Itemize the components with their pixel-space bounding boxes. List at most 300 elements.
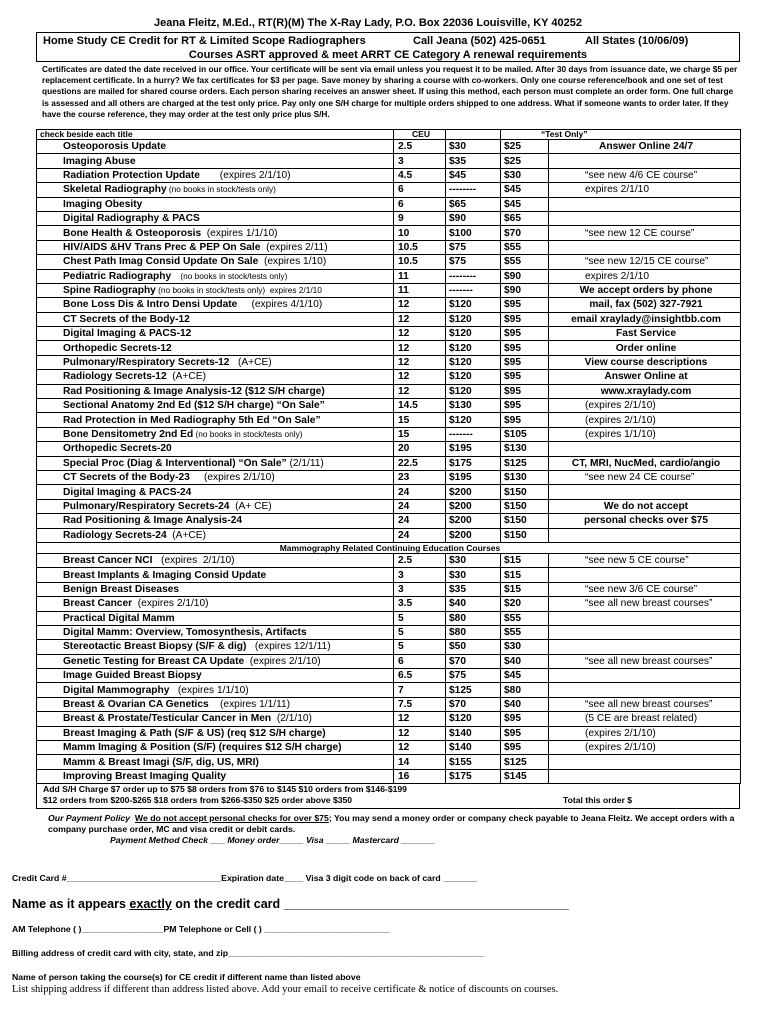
course-note: mail, fax (502) 327-7921 — [549, 298, 741, 312]
course-title-note: (expires 2/1/10) — [199, 169, 291, 181]
course-title-note: (expires 4/1/10) — [237, 299, 323, 311]
course-test-only: $95 — [501, 399, 549, 413]
course-price: $30 — [446, 140, 501, 154]
course-price: $120 — [446, 355, 501, 369]
course-price: $75 — [446, 669, 501, 683]
billing-address-field[interactable]: Billing address of credit card with city, state, and zip_____________________________________________________ — [12, 948, 485, 958]
course-note: View course descriptions — [549, 355, 741, 369]
course-title — [37, 355, 394, 369]
course-title-text: Skeletal Radiography — [63, 184, 167, 196]
policy-rest: ; You may send a money order or company check payable to Jeana Fleitz. We accept orders with a company purchase order, MC and visa credit or debit cards. — [48, 813, 735, 835]
course-title — [37, 528, 394, 542]
course-price: $30 — [446, 553, 501, 567]
course-title — [37, 341, 394, 355]
course-test-only: $55 — [501, 625, 549, 639]
course-note: expires 2/1/10 — [549, 269, 741, 283]
course-note: expires 2/1/10 — [549, 183, 741, 197]
course-title-text: CT Secrets of the Body-12 — [63, 313, 190, 325]
course-ceu: 7 — [394, 683, 446, 697]
course-title — [37, 597, 394, 611]
course-price: $120 — [446, 341, 501, 355]
course-title — [37, 654, 394, 668]
course-test-only: $95 — [501, 341, 549, 355]
course-ceu: 12 — [394, 341, 446, 355]
course-note: “see new 4/6 CE course” — [549, 168, 741, 182]
course-price: $30 — [446, 568, 501, 582]
course-title-note: (expires 12/1/11) — [246, 641, 331, 653]
course-note: (expires 2/1/10) — [549, 413, 741, 427]
course-title-note: (A+CE) — [166, 371, 206, 383]
credit-card-field[interactable]: Credit Card #________________________________Expiration date____ Visa 3 digit code on back of card _______ — [12, 873, 477, 883]
course-row[interactable] — [37, 442, 741, 456]
course-row[interactable] — [37, 197, 741, 211]
course-ceu: 10 — [394, 226, 446, 240]
course-title — [37, 413, 394, 427]
course-row[interactable] — [37, 370, 741, 384]
course-ceu: 11 — [394, 269, 446, 283]
course-note: Order online — [549, 341, 741, 355]
course-note: “see all new breast courses” — [549, 654, 741, 668]
course-test-only: $95 — [501, 712, 549, 726]
course-row[interactable] — [37, 528, 741, 542]
course-test-only: $80 — [501, 683, 549, 697]
intro-paragraph: Certificates are dated the date received in our office. Your certificate will be sent via email unless you request it to be mailed. After 30 days from issuance date, we charge $5 per replacement certificate. In a hurry? We fax certificates for $3 per page. Save money by sharing a course with co-workers. Only one course reference/book and one set of test questions are mailed for shared course orders. Each person sharing receives an answer sheet. If using this method, each person must complete an order form. One full charge is assessed and all others are charged at the test only price. Pay only one S/H charge for multiple orders shipped to one address. What if someone wants to order later. If they have the course reference, they may order at the test only price plus S/H. — [42, 64, 738, 119]
course-row[interactable] — [37, 168, 741, 182]
course-title — [37, 499, 394, 513]
course-title — [37, 456, 394, 470]
telephone-fields[interactable]: AM Telephone ( )_________________PM Telephone or Cell ( ) __________________________ — [12, 924, 390, 934]
course-title — [37, 697, 394, 711]
course-price: $200 — [446, 528, 501, 542]
course-test-only: $95 — [501, 298, 549, 312]
course-ceu: 3 — [394, 568, 446, 582]
course-note — [549, 683, 741, 697]
course-title — [37, 269, 394, 283]
course-ceu: 24 — [394, 485, 446, 499]
payment-policy — [48, 813, 740, 846]
course-test-only: $25 — [501, 154, 549, 168]
course-test-only: $95 — [501, 726, 549, 740]
course-price: $65 — [446, 197, 501, 211]
course-price: $195 — [446, 442, 501, 456]
col-test-only-header: “Test Only” — [501, 130, 741, 140]
course-title-text: Mamm & Breast Imagi (S/F, dig, US, MRI) — [63, 756, 259, 768]
course-note — [549, 197, 741, 211]
policy-label: Our Payment Policy — [48, 813, 131, 824]
course-note — [549, 485, 741, 499]
course-row[interactable] — [37, 611, 741, 625]
course-note — [549, 211, 741, 225]
course-row[interactable] — [37, 154, 741, 168]
course-test-only: $45 — [501, 669, 549, 683]
course-test-only: $70 — [501, 226, 549, 240]
course-ceu: 5 — [394, 625, 446, 639]
course-table — [36, 129, 741, 784]
course-row[interactable] — [37, 470, 741, 484]
course-title-note: (expires 1/1/10) — [169, 684, 249, 696]
course-row[interactable] — [37, 413, 741, 427]
course-title — [37, 741, 394, 755]
course-ceu: 6 — [394, 183, 446, 197]
title-approval: Courses ASRT approved & meet ARRT CE Category A renewal requirements — [188, 49, 588, 61]
course-test-only: $95 — [501, 370, 549, 384]
course-title-text: Digital Mammography — [63, 684, 170, 696]
course-test-only: $55 — [501, 240, 549, 254]
course-price: $50 — [446, 640, 501, 654]
course-title-text: Breast & Prostate/Testicular Cancer in Men — [63, 713, 272, 725]
course-row[interactable] — [37, 741, 741, 755]
course-row[interactable] — [37, 654, 741, 668]
course-title-text: Radiation Protection Update — [63, 169, 200, 181]
course-test-only: $20 — [501, 597, 549, 611]
course-title-note: (expires 2/1/10) — [132, 598, 209, 610]
course-title-note: (2/1/11) — [286, 457, 324, 469]
course-title-note: (expires 2/11) — [260, 241, 328, 253]
course-ceu: 2.5 — [394, 553, 446, 567]
course-title-text: Breast Cancer — [63, 598, 133, 610]
name-label: Name as it appears — [12, 897, 130, 911]
course-note — [549, 442, 741, 456]
course-ceu: 3 — [394, 154, 446, 168]
course-row[interactable] — [37, 140, 741, 154]
course-test-only: $145 — [501, 769, 549, 783]
course-title-text: Practical Digital Mamm — [63, 612, 175, 624]
course-title-note: (expires 2/1/10) — [244, 655, 321, 667]
course-title-text: Pediatric Radiography — [63, 270, 172, 282]
course-row[interactable] — [37, 597, 741, 611]
course-title — [37, 470, 394, 484]
course-test-only: $40 — [501, 697, 549, 711]
course-ceu: 4.5 — [394, 168, 446, 182]
course-ceu: 12 — [394, 327, 446, 341]
course-note — [549, 240, 741, 254]
order-form — [36, 14, 740, 846]
course-title-note: (expires 1/1/11) — [208, 699, 291, 711]
course-test-only: $125 — [501, 456, 549, 470]
course-test-only: $90 — [501, 283, 549, 297]
course-price: -------- — [446, 269, 501, 283]
course-ceu: 7.5 — [394, 697, 446, 711]
shipping-line-2: $12 orders from $200-$265 $18 orders from $266-$350 $25 order above $350 — [43, 795, 353, 806]
course-row[interactable] — [37, 298, 741, 312]
course-note — [549, 611, 741, 625]
course-test-only: $95 — [501, 312, 549, 326]
course-title-text: Image Guided Breast Biopsy — [63, 670, 202, 682]
course-ceu: 5 — [394, 611, 446, 625]
course-row[interactable] — [37, 355, 741, 369]
course-title — [37, 283, 394, 297]
course-row[interactable] — [37, 640, 741, 654]
course-title-text: Sectional Anatomy 2nd Ed ($12 S/H charge) “On Sale” — [63, 400, 325, 412]
course-price: $130 — [446, 399, 501, 413]
course-price: ------- — [446, 427, 501, 441]
course-title-note: (no books in stock/tests only) — [193, 429, 303, 439]
course-price: $175 — [446, 769, 501, 783]
course-row[interactable] — [37, 514, 741, 528]
col-ceu-header: CEU — [394, 130, 446, 140]
title-left: Home Study CE Credit for RT & Limited Scope Radiographers — [43, 35, 366, 47]
course-note — [549, 755, 741, 769]
course-price: $140 — [446, 741, 501, 755]
course-row[interactable] — [37, 712, 741, 726]
course-row[interactable] — [37, 226, 741, 240]
course-title-text: Breast & Ovarian CA Genetics — [63, 699, 209, 711]
course-title — [37, 582, 394, 596]
course-title — [37, 669, 394, 683]
title-box — [36, 32, 740, 62]
course-price: $140 — [446, 726, 501, 740]
course-title — [37, 399, 394, 413]
course-row[interactable] — [37, 327, 741, 341]
course-row[interactable] — [37, 183, 741, 197]
course-row[interactable] — [37, 255, 741, 269]
course-ceu: 6.5 — [394, 669, 446, 683]
course-title-text: Chest Path Imag Consid Update On Sale — [63, 256, 259, 268]
course-price: $200 — [446, 485, 501, 499]
title-states: All States (10/06/09) — [585, 35, 689, 47]
course-row[interactable] — [37, 211, 741, 225]
course-row[interactable] — [37, 726, 741, 740]
course-price: $195 — [446, 470, 501, 484]
course-test-only: $30 — [501, 168, 549, 182]
course-ceu: 3.5 — [394, 597, 446, 611]
course-title — [37, 140, 394, 154]
course-note: CT, MRI, NucMed, cardio/angio — [549, 456, 741, 470]
course-title-note: (expires 2/1/10) — [189, 472, 275, 484]
course-ceu: 15 — [394, 427, 446, 441]
course-ceu: 24 — [394, 528, 446, 542]
course-title-note: (2/1/10) — [271, 713, 312, 725]
course-ceu: 22.5 — [394, 456, 446, 470]
course-title — [37, 312, 394, 326]
course-price: $200 — [446, 514, 501, 528]
course-title — [37, 683, 394, 697]
course-test-only: $65 — [501, 211, 549, 225]
course-row[interactable] — [37, 697, 741, 711]
course-test-only: $45 — [501, 197, 549, 211]
course-title — [37, 427, 394, 441]
course-title-text: Rad Protection in Med Radiography 5th Ed “On Sale” — [63, 414, 321, 426]
course-ceu: 14.5 — [394, 399, 446, 413]
course-title — [37, 485, 394, 499]
course-ceu: 12 — [394, 312, 446, 326]
course-price: $35 — [446, 154, 501, 168]
course-title-note: (expires 1/10) — [258, 256, 327, 268]
letterhead: Jeana Fleitz, M.Ed., RT(R)(M) The X-Ray Lady, P.O. Box 22036 Louisville, KY 40252 — [154, 17, 582, 29]
course-price: $40 — [446, 597, 501, 611]
course-row[interactable] — [37, 499, 741, 513]
course-row[interactable] — [37, 568, 741, 582]
course-ceu: 11 — [394, 283, 446, 297]
course-test-only: $105 — [501, 427, 549, 441]
course-price: $200 — [446, 499, 501, 513]
course-note: We do not accept — [549, 499, 741, 513]
table-header — [37, 130, 741, 140]
course-title-text: Bone Loss Dis & Intro Densi Update — [63, 299, 238, 311]
course-note: Answer Online 24/7 — [549, 140, 741, 154]
payment-method[interactable]: Payment Method Check ___ Money order_____ Visa _____ Mastercard _______ — [110, 835, 436, 846]
course-note: email xraylady@insightbb.com — [549, 312, 741, 326]
course-price: $35 — [446, 582, 501, 596]
col-title-header: check beside each title — [37, 130, 394, 140]
course-row[interactable] — [37, 384, 741, 398]
course-test-only: $90 — [501, 269, 549, 283]
course-title-text: Radiology Secrets-24 — [63, 529, 167, 541]
course-ceu: 12 — [394, 298, 446, 312]
course-price: $70 — [446, 654, 501, 668]
course-note — [549, 669, 741, 683]
course-title-text: Bone Densitometry 2nd Ed — [63, 429, 194, 440]
course-title — [37, 726, 394, 740]
course-row[interactable] — [37, 553, 741, 567]
course-note: “see new 12/15 CE course” — [549, 255, 741, 269]
course-title — [37, 712, 394, 726]
course-note: “see new 5 CE course” — [549, 553, 741, 567]
course-ceu: 16 — [394, 769, 446, 783]
course-row[interactable] — [37, 485, 741, 499]
course-note: “see all new breast courses” — [549, 597, 741, 611]
course-test-only: $25 — [501, 140, 549, 154]
course-row[interactable] — [37, 769, 741, 783]
course-test-only: $55 — [501, 611, 549, 625]
course-row[interactable] — [37, 755, 741, 769]
course-title-text: HIV/AIDS &HV Trans Prec & PEP On Sale — [63, 241, 261, 253]
cardholder-name-field[interactable] — [12, 897, 569, 911]
course-ceu: 2.5 — [394, 140, 446, 154]
course-note: Fast Service — [549, 327, 741, 341]
course-price: $125 — [446, 683, 501, 697]
name-exactly: exactly — [129, 897, 172, 911]
course-title-text: CT Secrets of the Body-23 — [63, 472, 190, 484]
course-title-text: Genetic Testing for Breast CA Update — [63, 655, 245, 667]
course-ceu: 12 — [394, 355, 446, 369]
course-row[interactable] — [37, 341, 741, 355]
course-title — [37, 384, 394, 398]
course-price: $120 — [446, 298, 501, 312]
course-row[interactable] — [37, 240, 741, 254]
total-label: Total this order $ — [563, 795, 633, 806]
course-test-only: $150 — [501, 528, 549, 542]
course-title-text: Digital Imaging & PACS-24 — [63, 486, 192, 498]
course-title-text: Digital Imaging & PACS-12 — [63, 328, 192, 340]
course-row[interactable] — [37, 669, 741, 683]
course-ceu: 3 — [394, 582, 446, 596]
course-row[interactable] — [37, 269, 741, 283]
course-ceu: 12 — [394, 741, 446, 755]
course-title-note: (no books in stock/tests only) — [166, 184, 276, 195]
course-title-text: Stereotactic Breast Biopsy (S/F & dig) — [63, 641, 247, 653]
course-ceu: 10.5 — [394, 240, 446, 254]
course-price: $90 — [446, 211, 501, 225]
course-title-text: Rad Positioning & Image Analysis-12 ($12 S/H charge) — [63, 385, 325, 397]
course-taker-label: Name of person taking the course(s) for CE credit if different name than listed above — [12, 972, 361, 982]
course-note — [549, 640, 741, 654]
course-price: $175 — [446, 456, 501, 470]
title-call: Call Jeana (502) 425-0651 — [413, 35, 546, 47]
course-ceu: 12 — [394, 370, 446, 384]
course-test-only: $30 — [501, 640, 549, 654]
course-title-text: Pulmonary/Respiratory Secrets-24 — [63, 500, 230, 512]
course-test-only: $125 — [501, 755, 549, 769]
course-note: “see new 12 CE course” — [549, 226, 741, 240]
course-test-only: $95 — [501, 741, 549, 755]
course-title — [37, 514, 394, 528]
course-ceu: 23 — [394, 470, 446, 484]
course-title — [37, 197, 394, 211]
course-price: $75 — [446, 240, 501, 254]
course-title — [37, 568, 394, 582]
shipping-note: List shipping address if different than address listed above. Add your email to receive certificate & notice of discounts on courses. — [12, 984, 559, 995]
course-title-text: Benign Breast Diseases — [63, 583, 180, 595]
course-row[interactable] — [37, 456, 741, 470]
course-test-only: $95 — [501, 384, 549, 398]
course-ceu: 10.5 — [394, 255, 446, 269]
course-title-text: Breast Cancer NCI — [63, 555, 153, 567]
course-ceu: 9 — [394, 211, 446, 225]
course-title-text: Breast Implants & Imaging Consid Update — [63, 569, 267, 581]
course-title-text: Imaging Obesity — [63, 198, 143, 210]
course-note: personal checks over $75 — [549, 514, 741, 528]
course-test-only: $15 — [501, 568, 549, 582]
course-title — [37, 370, 394, 384]
course-title-note: (no books in stock/tests only) — [171, 270, 288, 281]
course-title — [37, 168, 394, 182]
course-price: $45 — [446, 168, 501, 182]
shipping-line-1: Add S/H Charge $7 order up to $75 $8 orders from $76 to $145 $10 orders from $146-$199 — [43, 784, 407, 795]
course-title-text: Spine Radiography — [63, 285, 156, 297]
course-ceu: 24 — [394, 499, 446, 513]
course-title-note: (expires 1/1/10) — [201, 227, 278, 239]
course-price: $120 — [446, 712, 501, 726]
course-note: www.xraylady.com — [549, 384, 741, 398]
course-row[interactable] — [37, 683, 741, 697]
course-price: $120 — [446, 312, 501, 326]
shipping-charges — [36, 784, 740, 809]
course-title-text: Improving Breast Imaging Quality — [63, 770, 227, 782]
course-title — [37, 154, 394, 168]
course-note — [549, 154, 741, 168]
course-ceu: 6 — [394, 654, 446, 668]
course-price: $75 — [446, 255, 501, 269]
course-title — [37, 553, 394, 567]
course-ceu: 24 — [394, 514, 446, 528]
course-price: ------- — [446, 283, 501, 297]
course-test-only: $95 — [501, 355, 549, 369]
course-title — [37, 240, 394, 254]
course-ceu: 12 — [394, 384, 446, 398]
course-test-only: $45 — [501, 183, 549, 197]
course-title-note: (no books in stock/tests only) expires 2/1/10 — [155, 285, 322, 296]
course-note: (5 CE are breast related) — [549, 712, 741, 726]
course-title-text: Special Proc (Diag & Interventional) “On Sale” — [63, 457, 287, 469]
course-title — [37, 442, 394, 456]
course-title-note: (A+ CE) — [229, 500, 272, 512]
course-price: $155 — [446, 755, 501, 769]
course-row[interactable] — [37, 427, 741, 441]
course-price: $120 — [446, 370, 501, 384]
course-row[interactable] — [37, 399, 741, 413]
course-test-only: $40 — [501, 654, 549, 668]
course-title-text: Pulmonary/Respiratory Secrets-12 — [63, 357, 230, 369]
course-title — [37, 211, 394, 225]
course-ceu: 14 — [394, 755, 446, 769]
course-row[interactable] — [37, 582, 741, 596]
course-row[interactable] — [37, 283, 741, 297]
course-row[interactable] — [37, 625, 741, 639]
course-ceu: 12 — [394, 712, 446, 726]
course-title — [37, 611, 394, 625]
course-row[interactable] — [37, 312, 741, 326]
